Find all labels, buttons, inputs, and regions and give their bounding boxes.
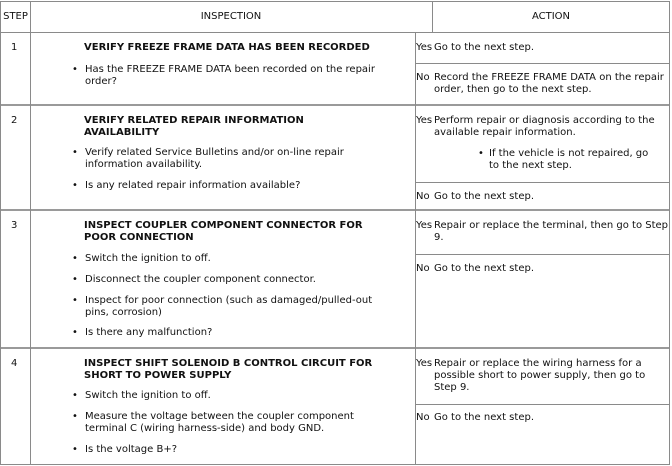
table-border-bottom	[0, 464, 670, 465]
yes-action: Repair or replace the wiring harness for a possible short to power supply, then go to Step 9.	[434, 358, 646, 393]
header-inspection: INSPECTION	[200, 11, 262, 22]
bullet-icon: •	[72, 327, 78, 338]
step-number: 1	[11, 42, 18, 53]
yes-label: Yes	[416, 42, 433, 53]
no-action: Go to the next step.	[434, 263, 534, 274]
bullet-icon: •	[72, 444, 78, 455]
no-action: Go to the next step.	[434, 191, 534, 202]
header-step: STEP	[3, 11, 28, 22]
bullet-icon: •	[72, 274, 78, 285]
yes-action: Go to the next step.	[434, 42, 534, 53]
bullet-icon: •	[478, 148, 484, 159]
step-number: 3	[11, 220, 18, 231]
bullet-icon: •	[72, 147, 78, 158]
bullet-icon: •	[72, 253, 78, 264]
row-divider-1	[0, 104, 670, 106]
yes-label: Yes	[416, 115, 433, 126]
no-action: Record the FREEZE FRAME DATA on the repair order, then go to the next step.	[434, 72, 664, 95]
action-split-3	[415, 254, 670, 255]
yes-action: Repair or replace the terminal, then go to Step 9.	[434, 220, 669, 243]
bullet-icon: •	[72, 295, 78, 306]
no-label: No	[416, 263, 430, 274]
step-title: VERIFY RELATED REPAIR INFORMATION AVAILABILITY	[84, 115, 304, 138]
yes-label: Yes	[416, 220, 433, 231]
step-title: INSPECT COUPLER COMPONENT CONNECTOR FOR POOR CONNECTION	[84, 220, 363, 243]
bullet-icon: •	[72, 411, 78, 422]
col-divider-step	[30, 1, 31, 465]
table-border-left	[0, 1, 1, 465]
yes-action: Perform repair or diagnosis according to the available repair information.	[434, 115, 655, 138]
step-number: 2	[11, 115, 18, 126]
action-split-2	[415, 182, 670, 183]
header-action: ACTION	[531, 11, 571, 22]
row-divider-2	[0, 209, 670, 211]
action-split-1	[415, 63, 670, 64]
table-border-right	[669, 1, 670, 465]
action-split-4	[415, 404, 670, 405]
bullet-icon: •	[72, 390, 78, 401]
bullet-icon: •	[72, 180, 78, 191]
no-label: No	[416, 191, 430, 202]
no-label: No	[416, 412, 430, 423]
no-label: No	[416, 72, 430, 83]
step-number: 4	[11, 358, 18, 369]
header-divider	[0, 32, 670, 33]
bullet-icon: •	[72, 64, 78, 75]
row-divider-3	[0, 347, 670, 349]
step-title: INSPECT SHIFT SOLENOID B CONTROL CIRCUIT FOR SHORT TO POWER SUPPLY	[84, 358, 373, 381]
step-title: VERIFY FREEZE FRAME DATA HAS BEEN RECORDED	[84, 42, 370, 53]
yes-label: Yes	[416, 358, 433, 369]
no-action: Go to the next step.	[434, 412, 534, 423]
inspection-table: STEP INSPECTION ACTION 1 VERIFY FREEZE FRAME DATA HAS BEEN RECORDED • Has the FREEZE FRAME DATA been recorded on the repair order? Yes Go to the next step. No Record the FREEZE FRAME DATA on the repair order, then go to the next step. 2 VERIFY RELATED REPAIR INFORMATION AVAILABILITY • Verify related Service Bulletins and/or on-line repair information availability. • Is any related repair information available? Yes Perform repair or diagnosis according to the available repair information. • If the vehicle is not repaired, go to the next step. No Go to the next step. 3 INSPECT COUPLER COMPONENT CONNECTOR FOR POOR CONNECTION • Switch the ignition to off. • Disconnect the coupler component connector. • Inspect for poor connection (such as damaged/pulled-out pins, corrosion) • Is there any malfunction? Yes Repair or replace the terminal, then go to Step 9. No Go to the next step. 4 INSPECT SHIFT SOLENOID B CONTROL CIRCUIT FOR SHORT TO POWER SUPPLY • Switch the ignition to off. • Measure the voltage between the coupler component terminal C (wiring harness-side) and body GND. • Is the voltage B+? Yes Repair or replace the wiring harness for a possible short to power supply, then go to Step 9. No Go to the next step.	[0, 0, 672, 466]
col-divider-action	[415, 32, 416, 465]
table-border-top	[0, 1, 670, 2]
